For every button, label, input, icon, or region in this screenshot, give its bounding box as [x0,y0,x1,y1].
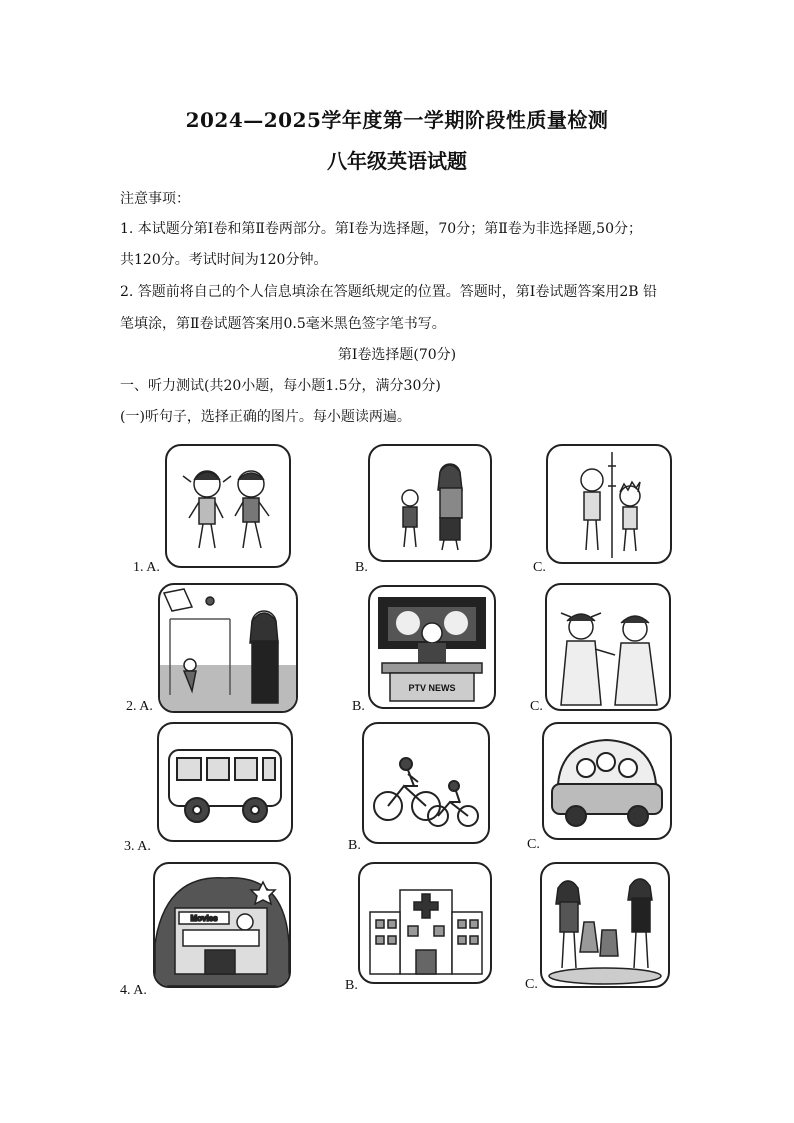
q4-option-a-label: 4. A. [120,983,147,998]
q4-option-a-image [153,862,291,988]
q1-option-a-image [165,444,291,568]
q4-option-c-image [540,862,670,988]
q1-option-b-label: B. [355,560,368,575]
q2-option-c-image [545,583,671,711]
exam-subtitle: 八年级英语试题 [327,149,467,173]
q2-option-c-label: C. [530,699,543,714]
note-1-line-1: 1. 本试题分第Ⅰ卷和第Ⅱ卷两部分。第Ⅰ卷为选择题，70分；第Ⅱ卷为非选择题,50分； [120,221,642,237]
note-1-line-2: 共120分。考试时间为120分钟。 [120,252,328,268]
cinema-sign: Movies [190,914,218,923]
note-2-line-2: 笔填涂，第Ⅱ卷试题答案用0.5毫米黑色签字笔书写。 [120,316,446,332]
q2-option-a-image [158,583,298,713]
sub-section-heading: (一)听句子，选择正确的图片。每小题读两遍。 [120,409,411,425]
q3-option-b-image [362,722,490,844]
q2-option-b-image [368,585,496,709]
q1-option-c-label: C. [533,560,546,575]
volume-title: 第Ⅰ卷选择题(70分) [337,347,457,363]
q3-option-a-image [157,722,293,842]
note-2-line-1: 2. 答题前将自己的个人信息填涂在答题纸规定的位置。答题时，第Ⅰ卷试题答案用2B 铅 [120,284,657,300]
q1-option-c-image [546,444,672,564]
q4-option-c-label: C. [525,977,538,992]
q4-option-b-image [358,862,492,984]
q1-option-a-label: 1. A. [133,560,160,575]
q1-option-b-image [368,444,492,562]
q3-option-c-label: C. [527,837,540,852]
q3-option-b-label: B. [348,838,361,853]
part-one-heading: 一、听力测试(共20小题，每小题1.5分，满分30分) [120,378,441,394]
q4-option-b-label: B. [345,978,358,993]
q3-option-c-image [542,722,672,840]
news-desk-sign: PTV NEWS [408,683,456,693]
exam-title: 2024—2025学年度第一学期阶段性质量检测 [185,108,609,132]
q3-option-a-label: 3. A. [124,839,151,854]
q2-option-a-label: 2. A. [126,699,153,714]
notes-heading: 注意事项： [120,191,190,207]
q2-option-b-label: B. [352,699,365,714]
